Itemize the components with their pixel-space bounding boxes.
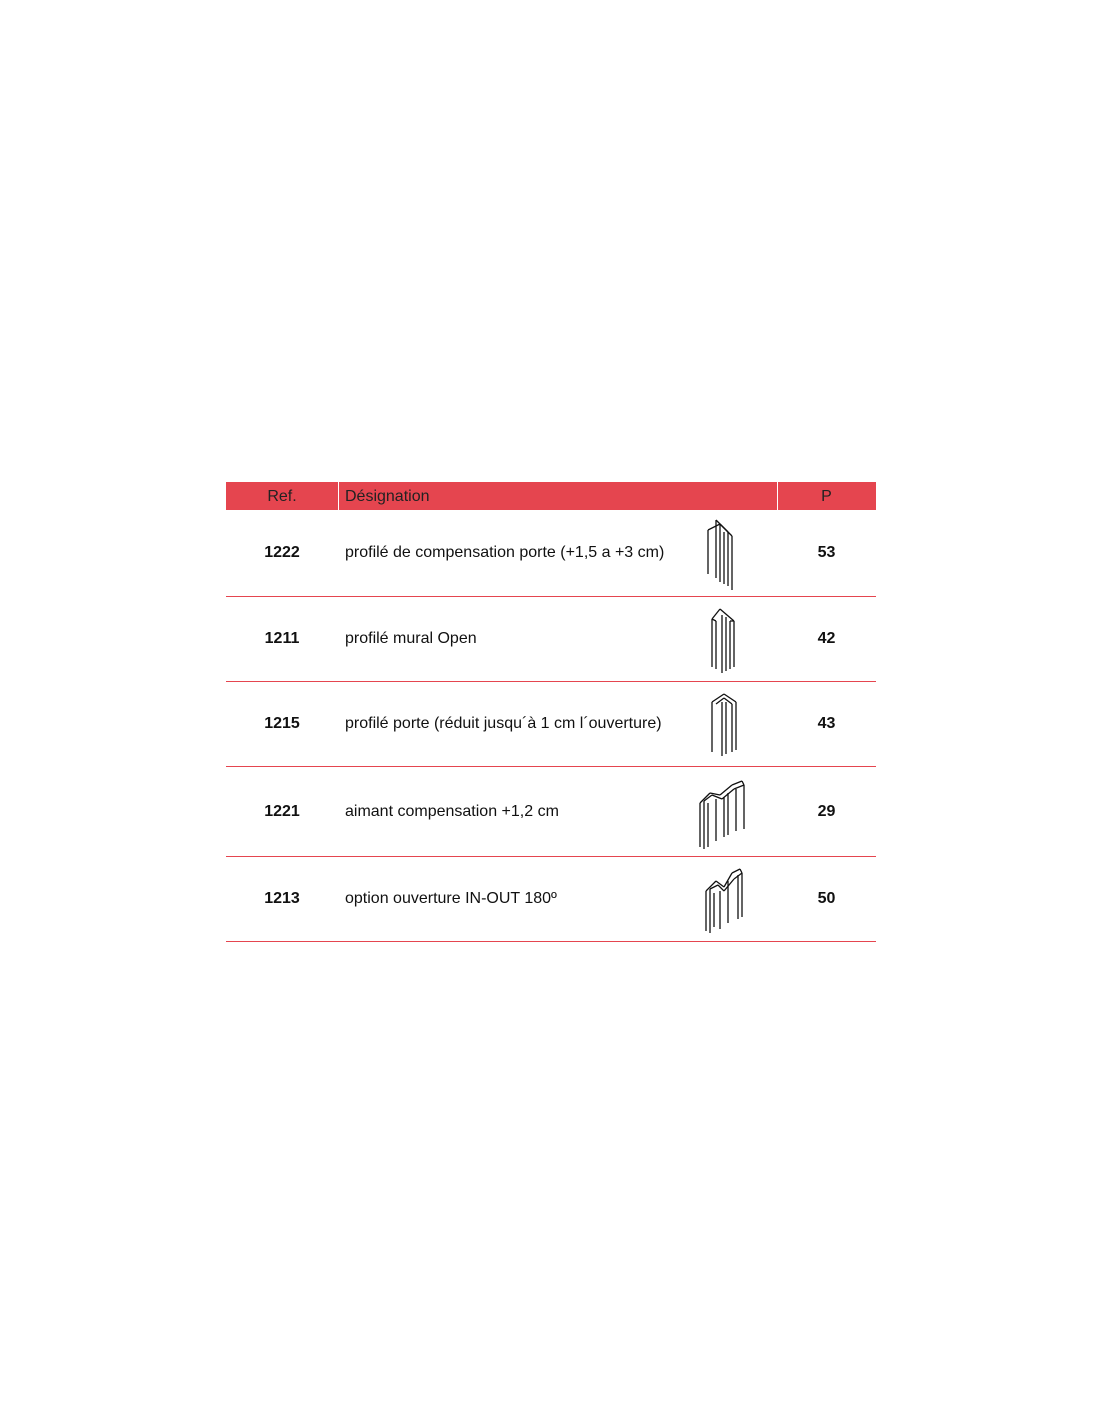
table-row (226, 857, 876, 942)
row-p: 43 (817, 715, 836, 732)
header-designation: Désignation (345, 488, 430, 505)
row-p: 42 (817, 630, 836, 647)
row-ref: 1222 (264, 544, 300, 561)
row-ref: 1211 (264, 630, 300, 647)
row-p: 29 (817, 802, 836, 820)
table-row (226, 597, 876, 682)
row-designation: aimant compensation +1,2 cm (345, 802, 559, 820)
row-ref: 1213 (264, 890, 300, 907)
table-row (226, 510, 876, 597)
row-ref: 1221 (264, 802, 300, 820)
row-designation: profilé de compensation porte (+1,5 a +3 cm) (345, 544, 665, 561)
header-p: P (821, 488, 832, 505)
table-header (226, 482, 876, 510)
header-ref: Ref. (267, 488, 297, 505)
price-table (226, 482, 876, 942)
row-designation: option ouverture IN-OUT 180º (345, 890, 557, 907)
table-row (226, 682, 876, 767)
compensation-profile-icon (676, 510, 776, 596)
in-out-hinge-icon (676, 857, 776, 941)
magnet-compensation-icon (676, 767, 776, 856)
table-row (226, 767, 876, 857)
row-p: 53 (817, 544, 836, 561)
row-p: 50 (817, 890, 836, 907)
header-divider (338, 482, 339, 510)
wall-profile-icon (676, 597, 776, 681)
row-designation: profilé mural Open (345, 630, 477, 647)
row-ref: 1215 (264, 715, 300, 732)
door-profile-icon (676, 682, 776, 766)
row-designation: profilé porte (réduit jusqu´à 1 cm l´ouverture) (345, 715, 662, 732)
